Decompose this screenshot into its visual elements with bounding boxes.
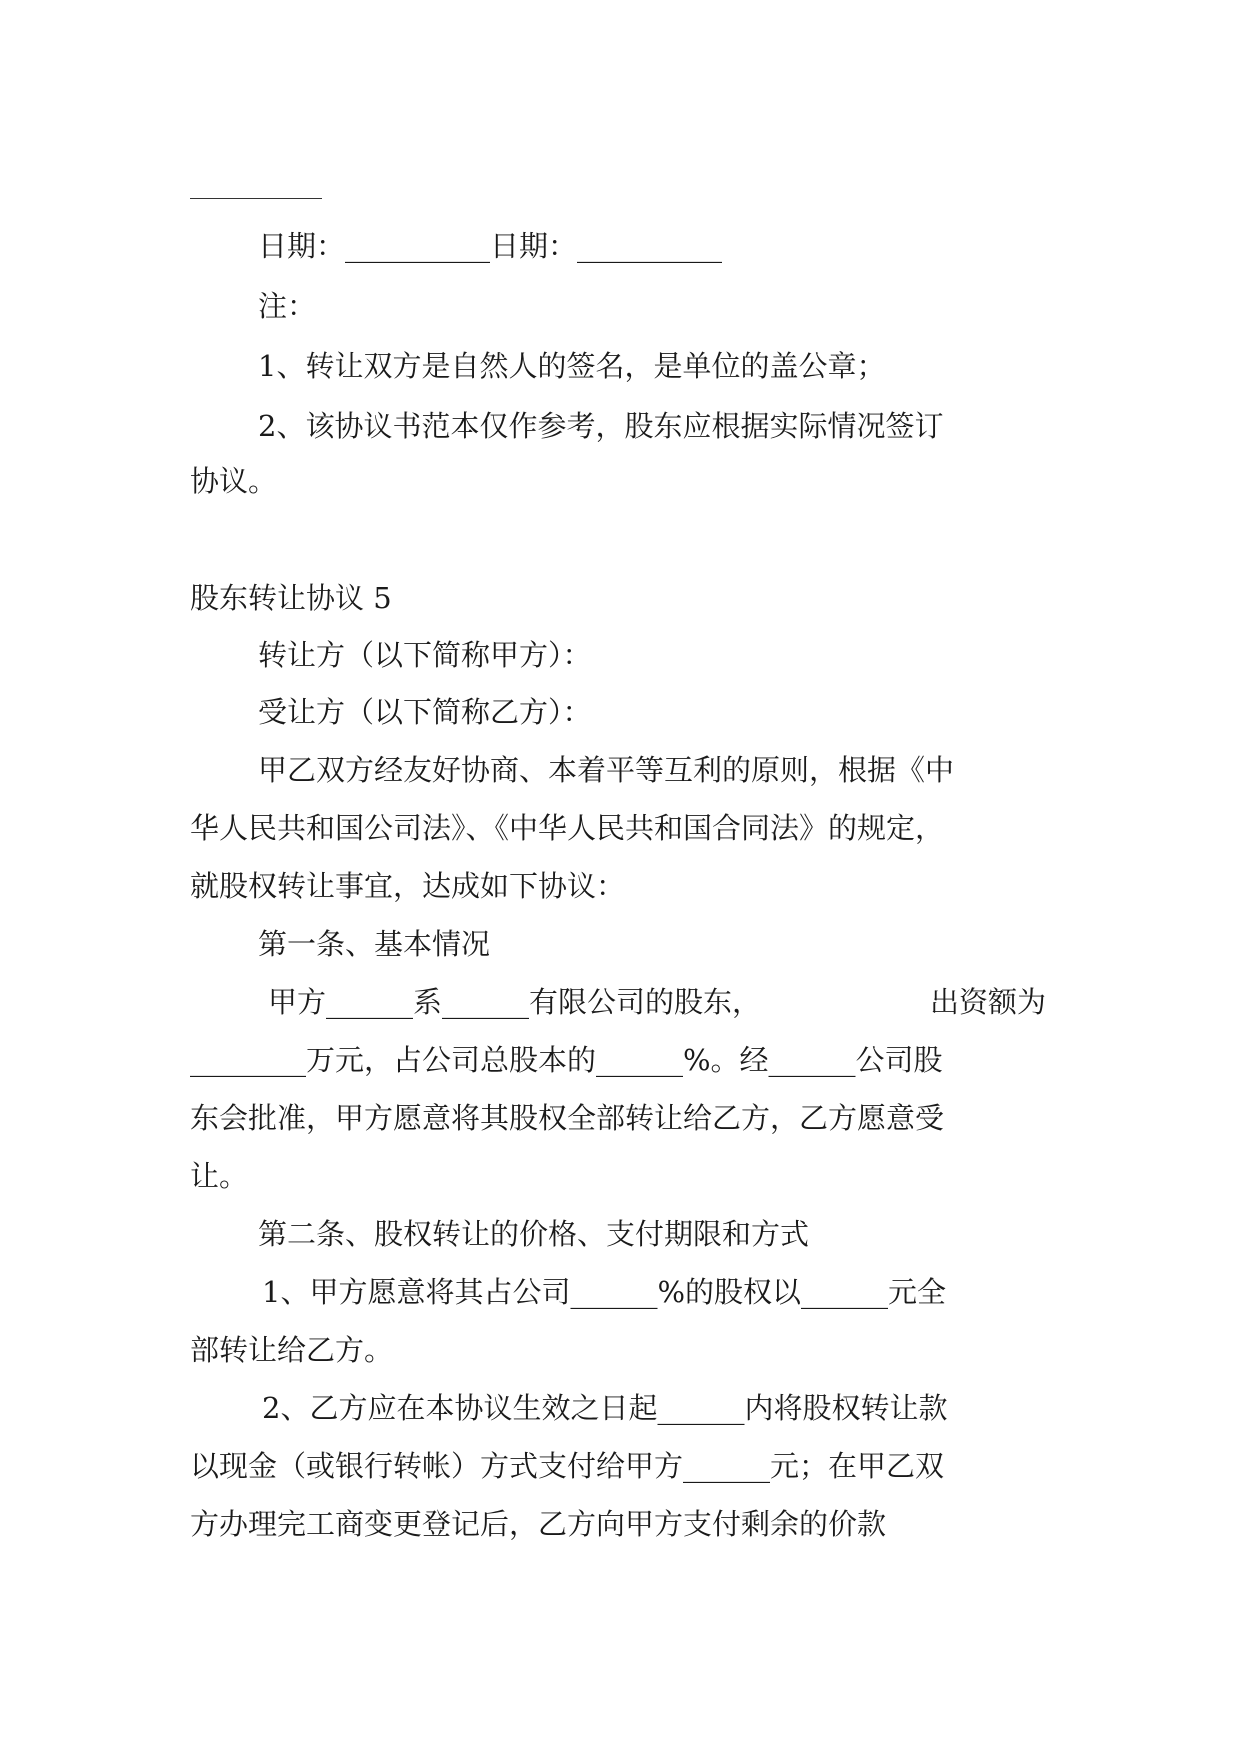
transferor-line: 转让方（以下简称甲方）：: [258, 638, 592, 672]
article-2-item-2: 2、乙方应在本协议生效之日起______内将股权转让款: [262, 1391, 948, 1425]
article-2-item-2-cont-2: 方办理完工商变更登记后，乙方向甲方支付剩余的价款: [190, 1507, 887, 1541]
date-line: 日期：__________日期：__________: [258, 229, 723, 263]
agreement-title: 股东转让协议 5: [190, 581, 392, 615]
article-2-item-1: 1、甲方愿意将其占公司______%的股权以______元全: [262, 1275, 947, 1309]
preamble-line-3: 就股权转让事宜，达成如下协议：: [190, 869, 626, 903]
article-1-heading: 第一条、基本情况: [258, 927, 491, 961]
article-2-item-2-cont-1: 以现金（或银行转帐）方式支付给甲方______元；在甲乙双: [190, 1449, 945, 1483]
article-1-line-1-b: 出资额为: [929, 985, 1046, 1019]
article-1-line-2: ________万元，占公司总股本的______%。经______公司股: [190, 1043, 943, 1077]
note-heading: 注：: [258, 289, 317, 323]
article-1-line-1-a: 甲方______系______有限公司的股东，: [268, 985, 762, 1019]
preamble-line-2: 华人民共和国公司法》、《中华人民共和国合同法》的规定，: [190, 811, 945, 845]
note-item-2: 2、该协议书范本仅作参考，股东应根据实际情况签订: [258, 409, 944, 443]
transferee-line: 受让方（以下简称乙方）：: [258, 695, 592, 729]
article-1-line-3: 东会批准，甲方愿意将其股权全部转让给乙方，乙方愿意受: [190, 1101, 945, 1135]
article-1-line-4: 让。: [190, 1159, 249, 1193]
note-item-2-cont: 协议。: [190, 464, 278, 498]
article-2-heading: 第二条、股权转让的价格、支付期限和方式: [258, 1217, 810, 1251]
article-2-item-1-cont: 部转让给乙方。: [190, 1333, 394, 1367]
signature-underline: [190, 198, 322, 199]
note-item-1: 1、转让双方是自然人的签名，是单位的盖公章；: [258, 349, 886, 383]
preamble-line-1: 甲乙双方经友好协商、本着平等互利的原则，根据《中: [258, 753, 955, 787]
article-1-line-1: [268, 982, 1046, 1022]
